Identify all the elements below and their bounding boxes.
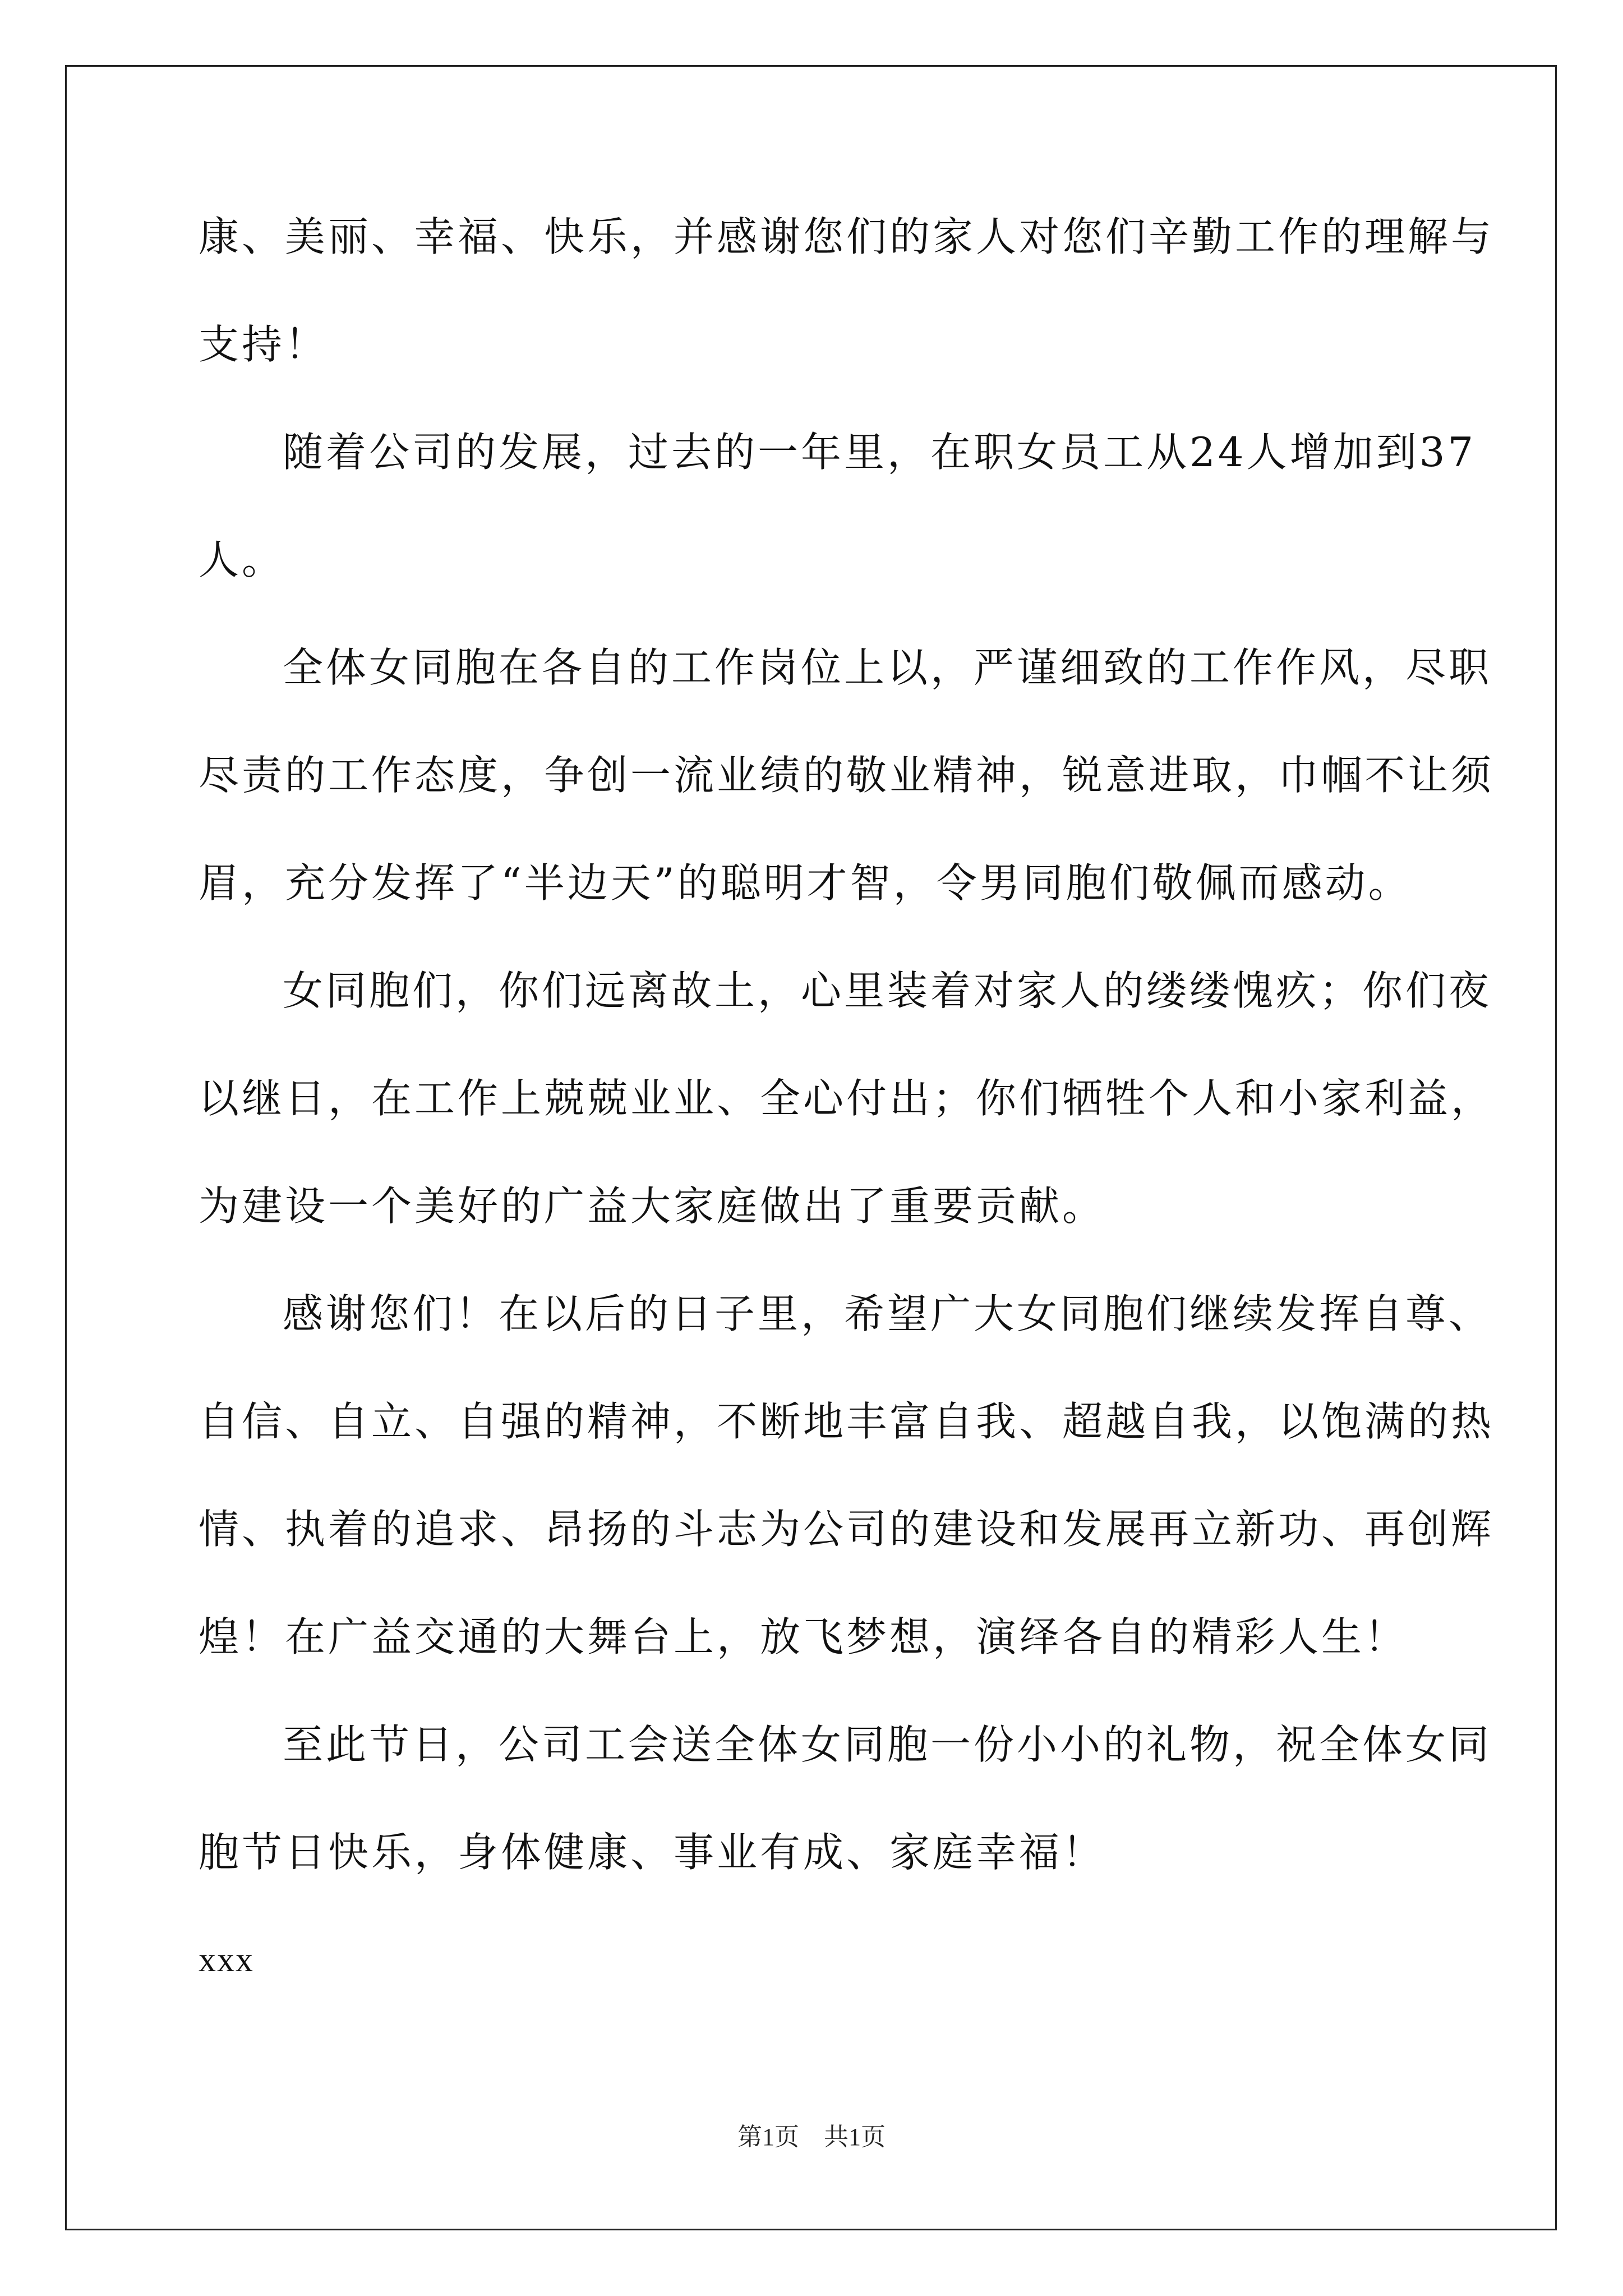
- paragraph-start: 全体女同胞在各自的工作岗位上以，严谨细致的工作作风，尽职: [283, 644, 1492, 691]
- paragraph-start: 感谢您们！在以后的日子里，希望广大女同胞们继续发挥自尊、: [283, 1290, 1492, 1337]
- text-line: 康、美丽、幸福、快乐，并感谢您们的家人对您们辛勤工作的理解与: [199, 213, 1495, 260]
- text-line: 情、执着的追求、昂扬的斗志为公司的建设和发展再立新功、再创辉: [199, 1506, 1495, 1553]
- page-footer: 第1页 共1页: [737, 2123, 886, 2151]
- text-line: 人。: [199, 536, 285, 583]
- paragraph-start: 至此节日，公司工会送全体女同胞一份小小的礼物，祝全体女同: [283, 1721, 1492, 1768]
- text-line: 为建设一个美好的广益大家庭做出了重要贡献。: [199, 1182, 1106, 1230]
- text-line: 以继日，在工作上兢兢业业、全心付出；你们牺牲个人和小家利益，: [199, 1075, 1495, 1122]
- text-line: 胞节日快乐，身体健康、事业有成、家庭幸福！: [199, 1829, 1106, 1876]
- paragraph-start: 女同胞们，你们远离故土，心里装着对家人的缕缕愧疚；你们夜: [283, 967, 1492, 1014]
- paragraph-start: 随着公司的发展，过去的一年里，在职女员工从24人增加到37: [283, 429, 1477, 476]
- signature: xxx: [199, 1941, 254, 1979]
- text-line: 支持！: [199, 321, 329, 368]
- text-line: 尽责的工作态度，争创一流业绩的敬业精神，锐意进取，巾帼不让须: [199, 752, 1495, 799]
- document-body: [199, 208, 1495, 2039]
- text-line: 煌！在广益交通的大舞台上，放飞梦想，演绎各自的精彩人生！: [199, 1613, 1408, 1660]
- text-line: 自信、自立、自强的精神，不断地丰富自我、超越自我，以饱满的热: [199, 1398, 1495, 1445]
- text-line: 眉，充分发挥了“半边天”的聪明才智，令男同胞们敬佩而感动。: [199, 859, 1412, 907]
